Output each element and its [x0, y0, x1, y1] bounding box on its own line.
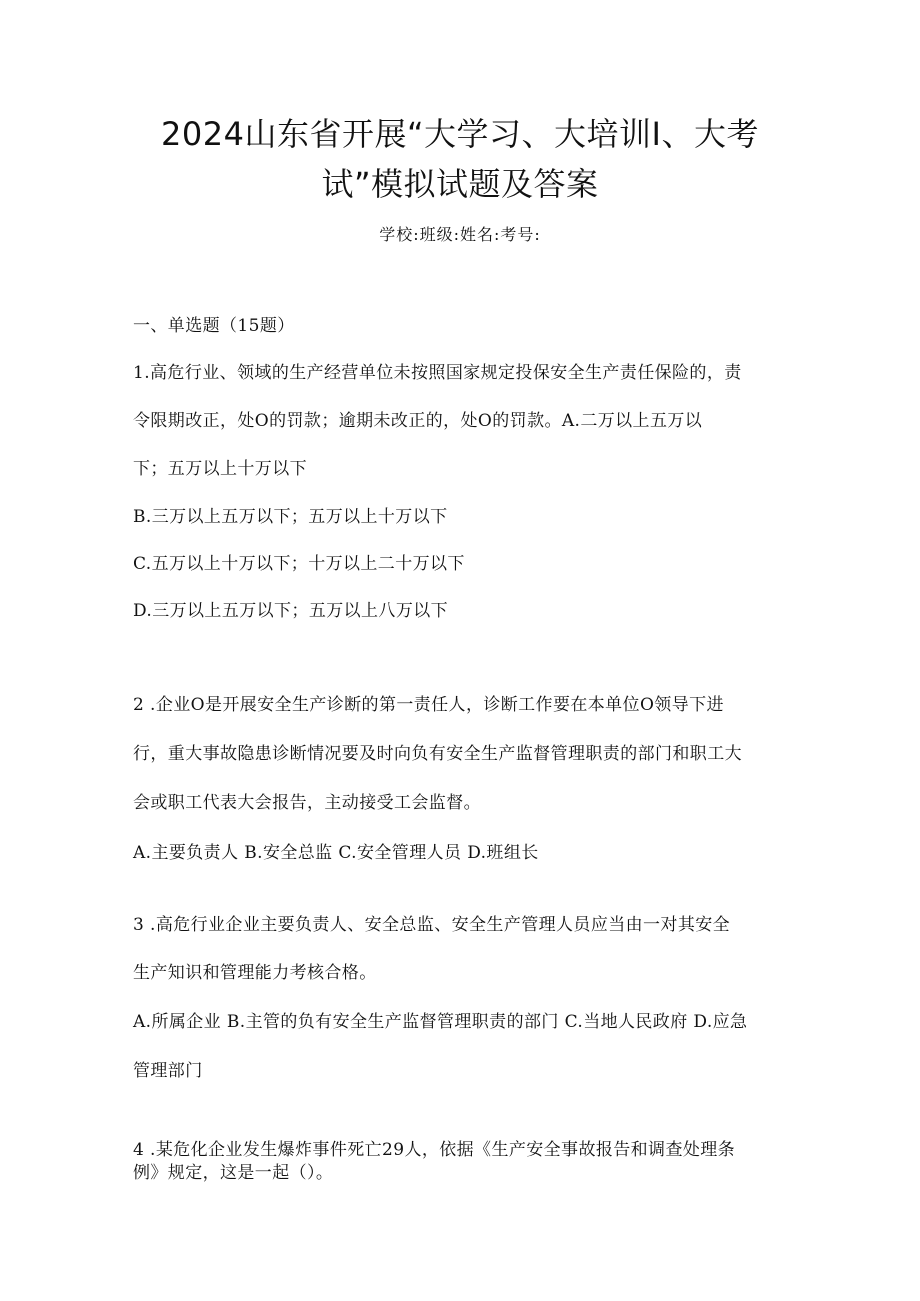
student-info-line: 学校:班级:姓名:考号: [379, 225, 541, 244]
question-2-line-2: 行，重大事故隐患诊断情况要及时向负有安全生产监督管理职责的部门和职工大 [133, 744, 742, 764]
question-4-line-1: 4 .某危化企业发生爆炸事件死亡29人，依据《生产安全事故报告和调查处理条 [133, 1140, 736, 1160]
question-4-line-2: 例》规定，这是一起（）。 [133, 1163, 334, 1183]
question-3-options-line-1: A.所属企业 B.主管的负有安全生产监督管理职责的部门 C.当地人民政府 D.应急 [133, 1012, 748, 1032]
question-3-line-2: 生产知识和管理能力考核合格。 [133, 963, 377, 983]
question-1-option-b: B.三万以上五万以下；五万以上十万以下 [133, 507, 448, 527]
question-1-option-d: D.三万以上五万以下；五万以上八万以下 [133, 601, 449, 621]
document-title-line-1: 2024山东省开展“大学习、大培训I、大考 [161, 115, 759, 153]
question-1-line-1: 1.高危行业、领域的生产经营单位未按照国家规定投保安全生产责任保险的，责 [133, 363, 742, 383]
question-3-line-1: 3 .高危行业企业主要负责人、安全总监、安全生产管理人员应当由一对其安全 [133, 915, 731, 935]
document-title-line-2: 试”模拟试题及答案 [321, 165, 599, 203]
question-2-line-1: 2 .企业O是开展安全生产诊断的第一责任人，诊断工作要在本单位O领导下进 [133, 695, 724, 715]
question-1-option-c: C.五万以上十万以下；十万以上二十万以下 [133, 554, 465, 574]
question-2-options: A.主要负责人 B.安全总监 C.安全管理人员 D.班组长 [133, 843, 539, 863]
question-1-line-3: 下；五万以上十万以下 [133, 459, 307, 479]
section-heading: 一、单选题（15题） [133, 316, 295, 336]
question-1-line-2: 令限期改正，处O的罚款；逾期未改正的，处O的罚款。A.二万以上五万以 [133, 411, 703, 431]
question-3-options-line-2: 管理部门 [133, 1061, 203, 1081]
question-2-line-3: 会或职工代表大会报告，主动接受工会监督。 [133, 793, 481, 813]
